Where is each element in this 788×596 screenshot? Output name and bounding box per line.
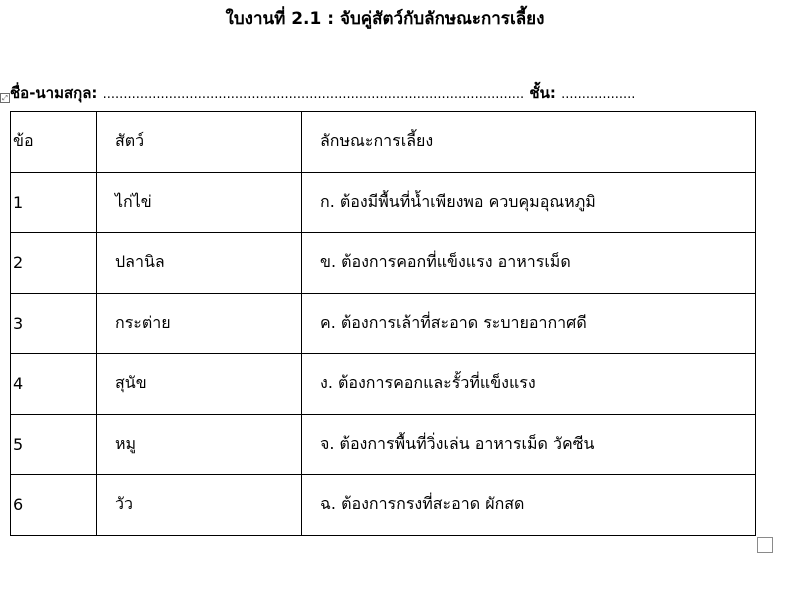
name-blank[interactable]: ...................................................................................................... [102, 87, 525, 102]
class-blank[interactable]: .................. [561, 87, 636, 102]
header-animal[interactable]: สัตว์ [97, 112, 302, 173]
row-trait[interactable]: ข. ต้องการคอกที่แข็งแรง อาหารเม็ด [302, 233, 756, 294]
row-number[interactable]: 6 [11, 475, 97, 536]
row-trait[interactable]: ง. ต้องการคอกและรั้วที่แข็งแรง [302, 354, 756, 415]
row-trait[interactable]: ฉ. ต้องการกรงที่สะอาด ผักสด [302, 475, 756, 536]
table-row [11, 354, 756, 415]
header-number[interactable]: ข้อ [11, 112, 97, 173]
class-label: ชั้น: [529, 84, 556, 102]
name-label: ชื่อ-นามสกุล: [10, 84, 98, 102]
header-trait[interactable]: ลักษณะการเลี้ยง [302, 112, 756, 173]
matching-table [10, 111, 756, 536]
row-animal[interactable]: กระต่าย [97, 293, 302, 354]
row-trait[interactable]: ค. ต้องการเล้าที่สะอาด ระบายอากาศดี [302, 293, 756, 354]
row-number[interactable]: 5 [11, 414, 97, 475]
name-class-line [10, 80, 635, 108]
table-row [11, 293, 756, 354]
row-animal[interactable]: ไก่ไข่ [97, 172, 302, 233]
table-row [11, 172, 756, 233]
table-row [11, 414, 756, 475]
table-header-row [11, 112, 756, 173]
row-animal[interactable]: ปลานิล [97, 233, 302, 294]
row-animal[interactable]: หมู [97, 414, 302, 475]
row-trait[interactable]: จ. ต้องการพื้นที่วิ่งเล่น อาหารเม็ด วัคซีน [302, 414, 756, 475]
row-number[interactable]: 1 [11, 172, 97, 233]
row-animal[interactable]: สุนัข [97, 354, 302, 415]
table-move-handle-icon[interactable]: ⤢ [0, 93, 10, 103]
table-resize-handle-icon[interactable] [757, 537, 773, 553]
table-row [11, 475, 756, 536]
row-number[interactable]: 4 [11, 354, 97, 415]
row-number[interactable]: 3 [11, 293, 97, 354]
row-animal[interactable]: วัว [97, 475, 302, 536]
table-row [11, 233, 756, 294]
row-number[interactable]: 2 [11, 233, 97, 294]
row-trait[interactable]: ก. ต้องมีพื้นที่น้ำเพียงพอ ควบคุมอุณหภูมิ [302, 172, 756, 233]
worksheet-title: ใบงานที่ 2.1 : จับคู่สัตว์กับลักษณะการเลี้ยง [225, 9, 545, 29]
